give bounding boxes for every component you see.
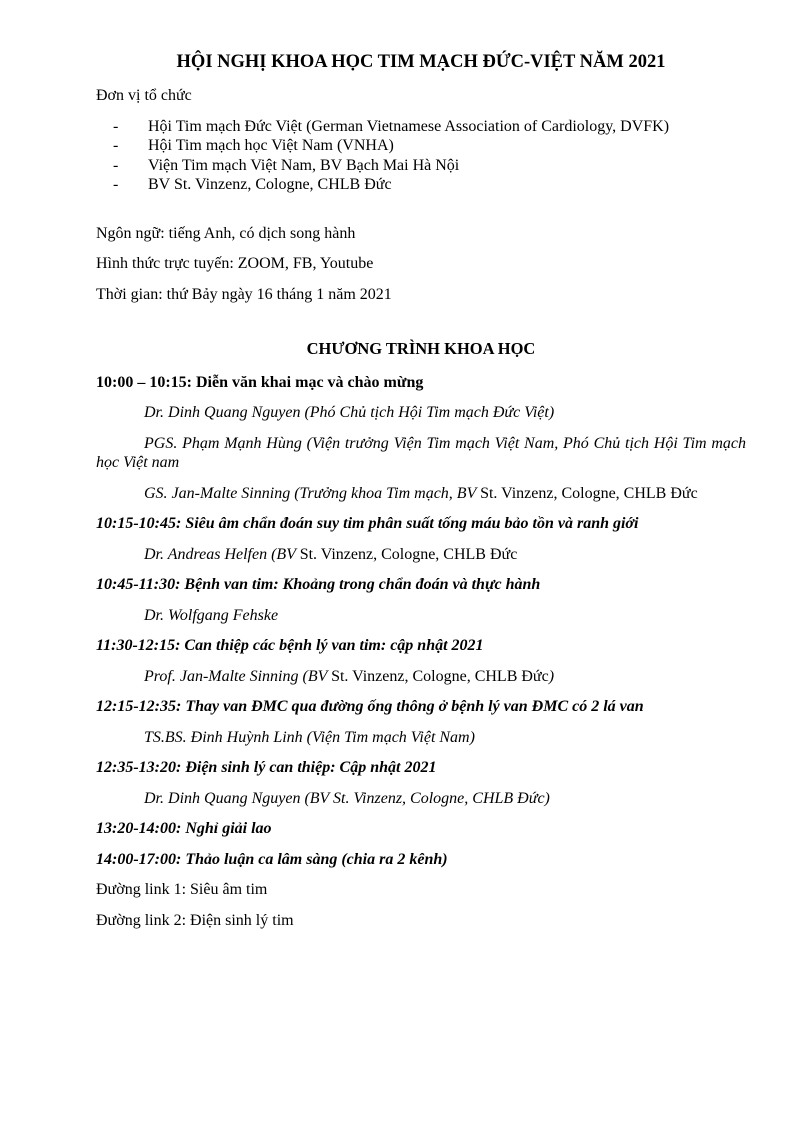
speaker-line <box>96 403 746 423</box>
info-block <box>96 224 746 305</box>
list-dash-bullet: - <box>113 137 119 154</box>
speaker-text-segment: GS. Jan-Malte Sinning (Trưởng khoa Tim mạch, BV <box>144 484 481 502</box>
session-heading: 14:00-17:00: Thảo luận ca lâm sàng (chia ra 2 kênh) <box>96 850 448 868</box>
speaker-text-segment: St. Vinzenz, Cologne, CHLB Đức <box>299 545 518 563</box>
list-dash-bullet: - <box>113 117 119 135</box>
session-heading: 13:20-14:00: Nghỉ giải lao <box>96 820 272 837</box>
session-heading: 11:30-12:15: Can thiệp các bệnh lý van tim: cập nhật 2021 <box>96 637 484 654</box>
speaker-text-segment: Dr. Dinh Quang Nguyen (Phó Chủ tịch Hội Tim mạch Đức Việt) <box>144 404 555 421</box>
speaker-text-segment: TS.BS. Đinh Huỳnh Linh (Viện Tim mạch Việt Nam) <box>144 728 475 746</box>
organizers-label: Đơn vị tổ chức <box>96 87 192 104</box>
organizer-item <box>96 136 746 156</box>
link-line: Đường link 1: Siêu âm tim <box>96 881 268 898</box>
session-heading: 12:15-12:35: Thay van ĐMC qua đường ống thông ở bệnh lý van ĐMC có 2 lá van <box>96 698 644 715</box>
speaker-text-segment: Dr. Andreas Helfen (BV <box>144 545 300 563</box>
speaker-text-segment: Dr. Dinh Quang Nguyen (BV St. Vinzenz, Cologne, CHLB Đức) <box>144 789 550 807</box>
info-line: Ngôn ngữ: tiếng Anh, có dịch song hành <box>96 224 356 242</box>
session-heading: 10:00 – 10:15: Diễn văn khai mạc và chào mừng <box>96 373 424 391</box>
speaker-text-segment: St. Vinzenz, Cologne, CHLB Đức <box>331 667 549 685</box>
session-block <box>96 819 746 839</box>
speaker-text-segment: ) <box>548 667 555 685</box>
organizer-text: Viện Tim mạch Việt Nam, BV Bạch Mai Hà Nội <box>148 156 460 174</box>
speaker-text-segment: St. Vinzenz, Cologne, CHLB Đức <box>480 484 698 502</box>
program-sessions <box>96 373 746 870</box>
session-heading: 12:35-13:20: Điện sinh lý can thiệp: Cập nhật 2021 <box>96 759 437 776</box>
speaker-text-segment: Prof. Jan-Malte Sinning (BV <box>144 667 332 685</box>
organizer-item <box>96 175 746 195</box>
speaker-line <box>96 484 746 504</box>
organizer-item <box>96 156 746 176</box>
session-block <box>96 575 746 625</box>
speaker-text-segment: Dr. Wolfgang Fehske <box>144 606 279 624</box>
organizers-list <box>96 117 746 195</box>
session-block <box>96 514 746 564</box>
info-line: Hình thức trực tuyến: ZOOM, FB, Youtube <box>96 255 374 272</box>
speaker-line <box>96 789 746 809</box>
session-block <box>96 850 746 870</box>
program-heading: CHƯƠNG TRÌNH KHOA HỌC <box>306 339 536 358</box>
speaker-line <box>96 606 746 626</box>
speaker-text-segment: PGS. Phạm Mạnh Hùng (Viện trưởng Viện Tim mạch Việt Nam, Phó Chủ tịch Hội Tim mạch học Việt nam <box>96 434 746 471</box>
organizer-item <box>96 117 746 137</box>
list-dash-bullet: - <box>113 176 119 193</box>
session-block <box>96 758 746 808</box>
session-block <box>96 373 746 504</box>
speaker-line <box>96 434 746 473</box>
document-title: HỘI NGHỊ KHOA HỌC TIM MẠCH ĐỨC-VIỆT NĂM 2021 <box>176 52 666 72</box>
speaker-line <box>96 667 746 687</box>
session-block <box>96 697 746 747</box>
session-heading: 10:45-11:30: Bệnh van tim: Khoảng trong chẩn đoán và thực hành <box>96 576 541 593</box>
links-block <box>96 880 746 930</box>
organizer-text: Hội Tim mạch Đức Việt (German Vietnamese Association of Cardiology, DVFK) <box>148 117 670 135</box>
session-block <box>96 636 746 686</box>
session-heading: 10:15-10:45: Siêu âm chẩn đoán suy tim phân suất tống máu bảo tồn và ranh giới <box>96 515 639 532</box>
info-line: Thời gian: thứ Bảy ngày 16 tháng 1 năm 2021 <box>96 285 392 303</box>
list-dash-bullet: - <box>113 156 119 174</box>
speaker-line <box>96 728 746 748</box>
organizer-text: BV St. Vinzenz, Cologne, CHLB Đức <box>148 176 392 193</box>
link-line: Đường link 2: Điện sinh lý tim <box>96 911 294 929</box>
speaker-line <box>96 545 746 565</box>
organizer-text: Hội Tim mạch học Việt Nam (VNHA) <box>148 137 394 154</box>
